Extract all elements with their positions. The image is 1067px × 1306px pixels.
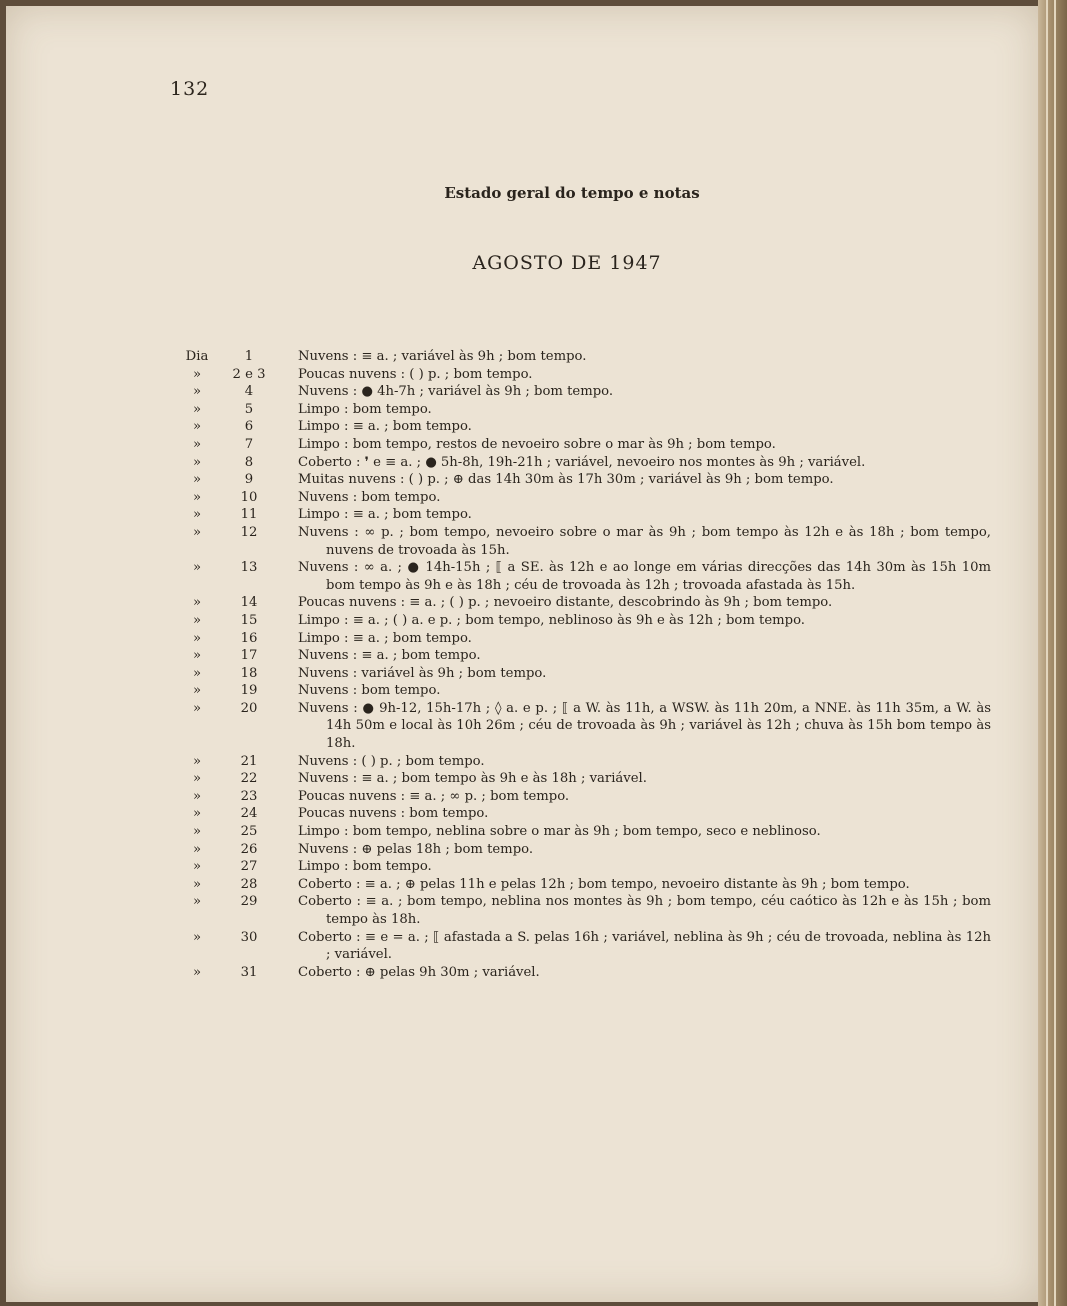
day-entry bbox=[6, 770, 1038, 788]
entry-text: Poucas nuvens : ( ) p. ; bom tempo. bbox=[298, 366, 533, 382]
day-entry bbox=[6, 524, 1038, 559]
entry-text: Poucas nuvens : ≡ a. ; ∞ p. ; bom tempo. bbox=[298, 788, 570, 804]
entry-label: » bbox=[192, 753, 202, 769]
entry-day: 28 bbox=[240, 876, 258, 892]
day-entry bbox=[6, 893, 1038, 928]
entry-text: Coberto : ≡ a. ; ⊕ pelas 11h e pelas 12h ; bom tempo, nevoeiro distante às 9h ; bom tempo. bbox=[298, 876, 910, 892]
entry-label: » bbox=[192, 964, 202, 980]
entry-label: » bbox=[192, 507, 202, 523]
day-entry bbox=[6, 805, 1038, 823]
entry-label: » bbox=[192, 436, 202, 452]
entry-label: » bbox=[192, 929, 202, 945]
entry-label: » bbox=[192, 401, 202, 417]
entry-text: Nuvens : ● 9h-12, 15h-17h ; ◊ a. e p. ; ⟦ a W. às 11h, a WSW. às 11h 20m, a NNE. às 11h 35m, a W. às 14h 50m e local às 10h 26m ; céu de trovoada às 9h ; variável às 12h ; chuva às 15h bom tempo às 18h. bbox=[298, 700, 991, 752]
day-entry bbox=[6, 876, 1038, 894]
entry-text: Nuvens : ≡ a. ; bom tempo às 9h e às 18h ; variável. bbox=[298, 771, 647, 787]
entry-day: 17 bbox=[240, 648, 258, 664]
entry-label: » bbox=[192, 806, 202, 822]
entry-day: 30 bbox=[240, 929, 258, 945]
entry-label: » bbox=[192, 560, 202, 576]
day-entry bbox=[6, 823, 1038, 841]
day-entry bbox=[6, 436, 1038, 454]
day-entry bbox=[6, 559, 1038, 594]
entry-text: Limpo : bom tempo, restos de nevoeiro sobre o mar às 9h ; bom tempo. bbox=[298, 436, 776, 452]
entry-text: Coberto : ❜ e ≡ a. ; ● 5h-8h, 19h-21h ; variável, nevoeiro nos montes às 9h ; variável. bbox=[298, 454, 866, 470]
day-entry bbox=[6, 401, 1038, 419]
entry-label: » bbox=[192, 612, 202, 628]
entry-label: » bbox=[192, 595, 202, 611]
entry-label: » bbox=[192, 841, 202, 857]
entry-label: » bbox=[192, 859, 202, 875]
entry-day: 2 e 3 bbox=[232, 366, 266, 382]
entry-day: 27 bbox=[240, 859, 258, 875]
day-entry bbox=[6, 841, 1038, 859]
day-entry bbox=[6, 612, 1038, 630]
entry-day: 26 bbox=[240, 841, 258, 857]
page bbox=[6, 6, 1038, 1302]
entry-label: » bbox=[192, 788, 202, 804]
entry-label: » bbox=[192, 700, 202, 716]
book-edge bbox=[1038, 0, 1067, 1306]
entry-day: 23 bbox=[240, 788, 258, 804]
day-entry bbox=[6, 348, 1038, 366]
entry-day: 10 bbox=[240, 489, 258, 505]
entry-day: 31 bbox=[240, 964, 258, 980]
day-entry bbox=[6, 647, 1038, 665]
entry-label: » bbox=[192, 771, 202, 787]
daily-weather-entries bbox=[6, 348, 1038, 981]
day-entry bbox=[6, 858, 1038, 876]
entry-text: Nuvens : ( ) p. ; bom tempo. bbox=[298, 753, 485, 769]
entry-label: » bbox=[192, 876, 202, 892]
entry-day: 19 bbox=[240, 683, 258, 699]
entry-label: » bbox=[192, 894, 202, 910]
entry-day: 7 bbox=[244, 436, 254, 452]
entry-day: 24 bbox=[240, 806, 258, 822]
entry-label: Dia bbox=[185, 349, 209, 364]
page-number: 132 bbox=[170, 78, 210, 100]
entry-label: » bbox=[192, 489, 202, 505]
entry-day: 12 bbox=[240, 524, 258, 540]
entry-day: 29 bbox=[240, 894, 258, 910]
day-entry bbox=[6, 383, 1038, 401]
entry-text: Limpo : bom tempo, neblina sobre o mar às 9h ; bom tempo, seco e neblinoso. bbox=[298, 824, 821, 840]
entry-label: » bbox=[192, 665, 202, 681]
entry-day: 8 bbox=[244, 454, 254, 470]
day-entry bbox=[6, 700, 1038, 753]
entry-text: Nuvens : ∞ a. ; ● 14h-15h ; ⟦ a SE. às 12h e ao longe em várias direcções das 14h 30m às 15h 10m bom tempo às 9h e às 18h ; céu de trovoada às 12h ; trovoada afastada às 15h. bbox=[298, 560, 991, 593]
day-entry bbox=[6, 454, 1038, 472]
entry-text: Nuvens : bom tempo. bbox=[298, 683, 441, 699]
entry-label: » bbox=[192, 630, 202, 646]
entry-label: » bbox=[192, 384, 202, 400]
entry-day: 9 bbox=[244, 472, 254, 488]
entry-label: » bbox=[192, 683, 202, 699]
entry-text: Nuvens : variável às 9h ; bom tempo. bbox=[298, 665, 547, 681]
entry-text: Limpo : bom tempo. bbox=[298, 859, 432, 875]
entry-text: Nuvens : bom tempo. bbox=[298, 489, 441, 505]
day-entry bbox=[6, 366, 1038, 384]
entry-text: Coberto : ⊕ pelas 9h 30m ; variável. bbox=[298, 964, 540, 980]
entry-day: 25 bbox=[240, 824, 258, 840]
entry-day: 15 bbox=[240, 612, 258, 628]
entry-label: » bbox=[192, 824, 202, 840]
section-heading: Estado geral do tempo e notas bbox=[444, 184, 700, 202]
entry-label: » bbox=[192, 648, 202, 664]
entry-text: Poucas nuvens : bom tempo. bbox=[298, 806, 489, 822]
day-entry bbox=[6, 665, 1038, 683]
day-entry bbox=[6, 753, 1038, 771]
entry-label: » bbox=[192, 472, 202, 488]
entry-text: Limpo : ≡ a. ; bom tempo. bbox=[298, 630, 472, 646]
entry-text: Nuvens : ≡ a. ; bom tempo. bbox=[298, 648, 481, 664]
entry-day: 4 bbox=[244, 384, 254, 400]
day-entry bbox=[6, 682, 1038, 700]
day-entry bbox=[6, 929, 1038, 964]
entry-label: » bbox=[192, 419, 202, 435]
entry-day: 18 bbox=[240, 665, 258, 681]
entry-day: 22 bbox=[240, 771, 258, 787]
day-entry bbox=[6, 594, 1038, 612]
entry-text: Limpo : ≡ a. ; bom tempo. bbox=[298, 507, 472, 523]
entry-label: » bbox=[192, 454, 202, 470]
day-entry bbox=[6, 418, 1038, 436]
day-entry bbox=[6, 489, 1038, 507]
day-entry bbox=[6, 506, 1038, 524]
day-entry bbox=[6, 630, 1038, 648]
entry-day: 14 bbox=[240, 595, 258, 611]
day-entry bbox=[6, 471, 1038, 489]
month-heading: AGOSTO DE 1947 bbox=[472, 252, 662, 274]
entry-day: 11 bbox=[240, 507, 258, 523]
entry-text: Poucas nuvens : ≡ a. ; ( ) p. ; nevoeiro distante, descobrindo às 9h ; bom tempo. bbox=[298, 595, 833, 611]
entry-day: 20 bbox=[240, 700, 258, 716]
entry-text: Nuvens : ● 4h-7h ; variável às 9h ; bom tempo. bbox=[298, 384, 614, 400]
entry-day: 1 bbox=[244, 349, 254, 364]
entry-label: » bbox=[192, 366, 202, 382]
entry-day: 13 bbox=[240, 560, 258, 576]
entry-day: 5 bbox=[244, 401, 254, 417]
entry-text: Limpo : ≡ a. ; ( ) a. e p. ; bom tempo, neblinoso às 9h e às 12h ; bom tempo. bbox=[298, 612, 805, 628]
entry-text: Coberto : ≡ e = a. ; ⟦ afastada a S. pelas 16h ; variável, neblina às 9h ; céu de trovoada, neblina às 12h ; variável. bbox=[298, 929, 991, 963]
entry-text: Limpo : ≡ a. ; bom tempo. bbox=[298, 419, 472, 435]
day-entry bbox=[6, 964, 1038, 982]
entry-label: » bbox=[192, 524, 202, 540]
entry-text: Nuvens : ≡ a. ; variável às 9h ; bom tempo. bbox=[298, 349, 587, 364]
entry-text: Limpo : bom tempo. bbox=[298, 401, 432, 417]
entry-text: Coberto : ≡ a. ; bom tempo, neblina nos montes às 9h ; bom tempo, céu caótico às 12h e às 15h ; bom tempo às 18h. bbox=[298, 894, 991, 927]
entry-day: 21 bbox=[240, 753, 258, 769]
day-entry bbox=[6, 788, 1038, 806]
entry-text: Muitas nuvens : ( ) p. ; ⊕ das 14h 30m às 17h 30m ; variável às 9h ; bom tempo. bbox=[298, 472, 834, 488]
entry-text: Nuvens : ∞ p. ; bom tempo, nevoeiro sobre o mar às 9h ; bom tempo às 12h e às 18h ; bom tempo, nuvens de trovoada às 15h. bbox=[298, 524, 991, 558]
entry-day: 6 bbox=[244, 419, 254, 435]
entry-day: 16 bbox=[240, 630, 258, 646]
entry-text: Nuvens : ⊕ pelas 18h ; bom tempo. bbox=[298, 841, 534, 857]
